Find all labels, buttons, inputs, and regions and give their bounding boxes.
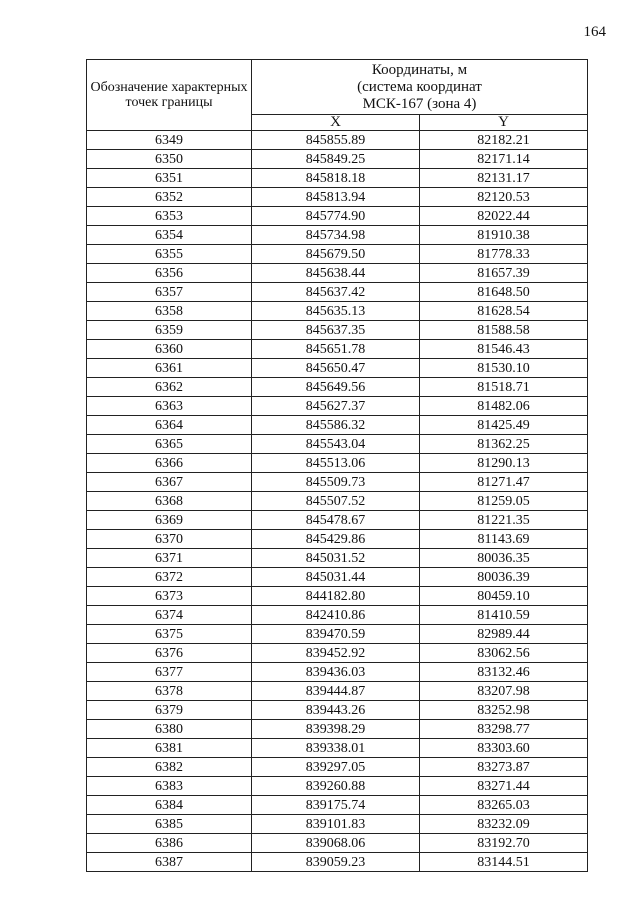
cell-point-id: 6367 xyxy=(87,473,252,492)
cell-point-id: 6372 xyxy=(87,568,252,587)
table-row xyxy=(87,701,588,720)
cell-x: 845813.94 xyxy=(252,188,420,207)
cell-point-id: 6355 xyxy=(87,245,252,264)
cell-point-id: 6350 xyxy=(87,150,252,169)
table-row xyxy=(87,568,588,587)
cell-y: 80459.10 xyxy=(420,587,588,606)
cell-y: 81410.59 xyxy=(420,606,588,625)
table-row xyxy=(87,169,588,188)
cell-y: 81271.47 xyxy=(420,473,588,492)
header-x: X xyxy=(252,115,420,131)
table-row xyxy=(87,739,588,758)
table-row xyxy=(87,340,588,359)
cell-y: 81546.43 xyxy=(420,340,588,359)
cell-y: 83298.77 xyxy=(420,720,588,739)
cell-y: 82182.21 xyxy=(420,131,588,150)
cell-point-id: 6377 xyxy=(87,663,252,682)
cell-x: 842410.86 xyxy=(252,606,420,625)
table-row xyxy=(87,720,588,739)
cell-point-id: 6379 xyxy=(87,701,252,720)
cell-point-id: 6371 xyxy=(87,549,252,568)
cell-x: 845507.52 xyxy=(252,492,420,511)
table-row xyxy=(87,264,588,283)
cell-y: 83062.56 xyxy=(420,644,588,663)
cell-x: 839470.59 xyxy=(252,625,420,644)
cell-y: 82120.53 xyxy=(420,188,588,207)
cell-x: 845650.47 xyxy=(252,359,420,378)
cell-x: 845635.13 xyxy=(252,302,420,321)
cell-point-id: 6374 xyxy=(87,606,252,625)
cell-x: 845649.56 xyxy=(252,378,420,397)
cell-point-id: 6369 xyxy=(87,511,252,530)
table-row xyxy=(87,511,588,530)
table-row xyxy=(87,777,588,796)
table-row xyxy=(87,663,588,682)
cell-y: 81910.38 xyxy=(420,226,588,245)
cell-point-id: 6356 xyxy=(87,264,252,283)
cell-x: 839436.03 xyxy=(252,663,420,682)
cell-x: 845543.04 xyxy=(252,435,420,454)
cell-point-id: 6368 xyxy=(87,492,252,511)
cell-x: 845849.25 xyxy=(252,150,420,169)
cell-point-id: 6358 xyxy=(87,302,252,321)
table-row xyxy=(87,492,588,511)
cell-point-id: 6363 xyxy=(87,397,252,416)
cell-y: 81259.05 xyxy=(420,492,588,511)
cell-y: 81588.58 xyxy=(420,321,588,340)
table-row xyxy=(87,359,588,378)
table-body xyxy=(87,131,588,872)
header-coordinates-line3: МСК-167 (зона 4) xyxy=(362,95,477,112)
cell-y: 83273.87 xyxy=(420,758,588,777)
table-row xyxy=(87,853,588,872)
cell-x: 845638.44 xyxy=(252,264,420,283)
cell-point-id: 6376 xyxy=(87,644,252,663)
cell-point-id: 6352 xyxy=(87,188,252,207)
table-row xyxy=(87,150,588,169)
cell-x: 845031.44 xyxy=(252,568,420,587)
cell-y: 83207.98 xyxy=(420,682,588,701)
header-coordinates xyxy=(252,60,588,115)
cell-x: 839068.06 xyxy=(252,834,420,853)
cell-point-id: 6357 xyxy=(87,283,252,302)
cell-y: 83192.70 xyxy=(420,834,588,853)
header-point-designation: Обозначение характерных точек границы xyxy=(87,60,252,131)
cell-point-id: 6385 xyxy=(87,815,252,834)
cell-x: 845429.86 xyxy=(252,530,420,549)
cell-y: 81530.10 xyxy=(420,359,588,378)
cell-y: 83271.44 xyxy=(420,777,588,796)
cell-y: 81628.54 xyxy=(420,302,588,321)
cell-point-id: 6365 xyxy=(87,435,252,454)
cell-y: 81657.39 xyxy=(420,264,588,283)
cell-x: 845637.42 xyxy=(252,283,420,302)
cell-x: 839260.88 xyxy=(252,777,420,796)
cell-point-id: 6383 xyxy=(87,777,252,796)
table-row xyxy=(87,207,588,226)
cell-x: 845478.67 xyxy=(252,511,420,530)
cell-y: 81648.50 xyxy=(420,283,588,302)
cell-y: 81518.71 xyxy=(420,378,588,397)
cell-x: 839175.74 xyxy=(252,796,420,815)
cell-point-id: 6361 xyxy=(87,359,252,378)
table-row xyxy=(87,530,588,549)
table-row xyxy=(87,435,588,454)
cell-x: 845509.73 xyxy=(252,473,420,492)
cell-point-id: 6378 xyxy=(87,682,252,701)
cell-point-id: 6384 xyxy=(87,796,252,815)
cell-x: 839444.87 xyxy=(252,682,420,701)
cell-y: 82989.44 xyxy=(420,625,588,644)
cell-point-id: 6382 xyxy=(87,758,252,777)
cell-point-id: 6364 xyxy=(87,416,252,435)
table-row xyxy=(87,473,588,492)
cell-y: 81482.06 xyxy=(420,397,588,416)
table-row xyxy=(87,796,588,815)
table-row xyxy=(87,378,588,397)
table-row xyxy=(87,758,588,777)
cell-x: 839338.01 xyxy=(252,739,420,758)
cell-x: 845637.35 xyxy=(252,321,420,340)
cell-x: 845818.18 xyxy=(252,169,420,188)
cell-point-id: 6375 xyxy=(87,625,252,644)
cell-point-id: 6351 xyxy=(87,169,252,188)
cell-x: 844182.80 xyxy=(252,587,420,606)
cell-y: 80036.39 xyxy=(420,568,588,587)
table-row xyxy=(87,131,588,150)
cell-point-id: 6373 xyxy=(87,587,252,606)
cell-y: 82022.44 xyxy=(420,207,588,226)
table-row xyxy=(87,454,588,473)
cell-point-id: 6381 xyxy=(87,739,252,758)
cell-x: 845774.90 xyxy=(252,207,420,226)
cell-x: 839452.92 xyxy=(252,644,420,663)
cell-y: 81221.35 xyxy=(420,511,588,530)
table-row xyxy=(87,226,588,245)
cell-y: 82171.14 xyxy=(420,150,588,169)
table-row xyxy=(87,815,588,834)
header-y: Y xyxy=(420,115,588,131)
cell-y: 83252.98 xyxy=(420,701,588,720)
cell-x: 839059.23 xyxy=(252,853,420,872)
table-row xyxy=(87,606,588,625)
table-row xyxy=(87,644,588,663)
cell-x: 845734.98 xyxy=(252,226,420,245)
cell-y: 83232.09 xyxy=(420,815,588,834)
cell-point-id: 6349 xyxy=(87,131,252,150)
cell-y: 81143.69 xyxy=(420,530,588,549)
cell-x: 845855.89 xyxy=(252,131,420,150)
cell-y: 81778.33 xyxy=(420,245,588,264)
table-row xyxy=(87,188,588,207)
cell-point-id: 6354 xyxy=(87,226,252,245)
cell-x: 845651.78 xyxy=(252,340,420,359)
table-row xyxy=(87,549,588,568)
cell-x: 839297.05 xyxy=(252,758,420,777)
cell-point-id: 6366 xyxy=(87,454,252,473)
cell-x: 845679.50 xyxy=(252,245,420,264)
cell-y: 83144.51 xyxy=(420,853,588,872)
cell-point-id: 6362 xyxy=(87,378,252,397)
header-coordinates-line1: Координаты, м xyxy=(371,61,468,78)
cell-x: 845031.52 xyxy=(252,549,420,568)
cell-y: 83265.03 xyxy=(420,796,588,815)
table-row xyxy=(87,283,588,302)
page-number: 164 xyxy=(583,24,606,40)
cell-y: 81362.25 xyxy=(420,435,588,454)
cell-x: 845513.06 xyxy=(252,454,420,473)
table-row xyxy=(87,397,588,416)
table-row xyxy=(87,302,588,321)
table-row xyxy=(87,416,588,435)
table-row xyxy=(87,625,588,644)
table-row xyxy=(87,682,588,701)
table-row xyxy=(87,834,588,853)
cell-point-id: 6360 xyxy=(87,340,252,359)
table-row xyxy=(87,321,588,340)
cell-point-id: 6370 xyxy=(87,530,252,549)
cell-y: 81425.49 xyxy=(420,416,588,435)
cell-y: 83303.60 xyxy=(420,739,588,758)
table-row xyxy=(87,245,588,264)
cell-point-id: 6353 xyxy=(87,207,252,226)
cell-point-id: 6359 xyxy=(87,321,252,340)
cell-y: 82131.17 xyxy=(420,169,588,188)
table-row xyxy=(87,587,588,606)
cell-x: 839443.26 xyxy=(252,701,420,720)
cell-point-id: 6387 xyxy=(87,853,252,872)
cell-x: 845586.32 xyxy=(252,416,420,435)
cell-x: 845627.37 xyxy=(252,397,420,416)
coordinates-table xyxy=(86,59,588,872)
cell-point-id: 6386 xyxy=(87,834,252,853)
cell-x: 839101.83 xyxy=(252,815,420,834)
cell-point-id: 6380 xyxy=(87,720,252,739)
cell-y: 83132.46 xyxy=(420,663,588,682)
header-coordinates-line2: (система координат xyxy=(357,78,482,95)
cell-y: 81290.13 xyxy=(420,454,588,473)
cell-y: 80036.35 xyxy=(420,549,588,568)
cell-x: 839398.29 xyxy=(252,720,420,739)
